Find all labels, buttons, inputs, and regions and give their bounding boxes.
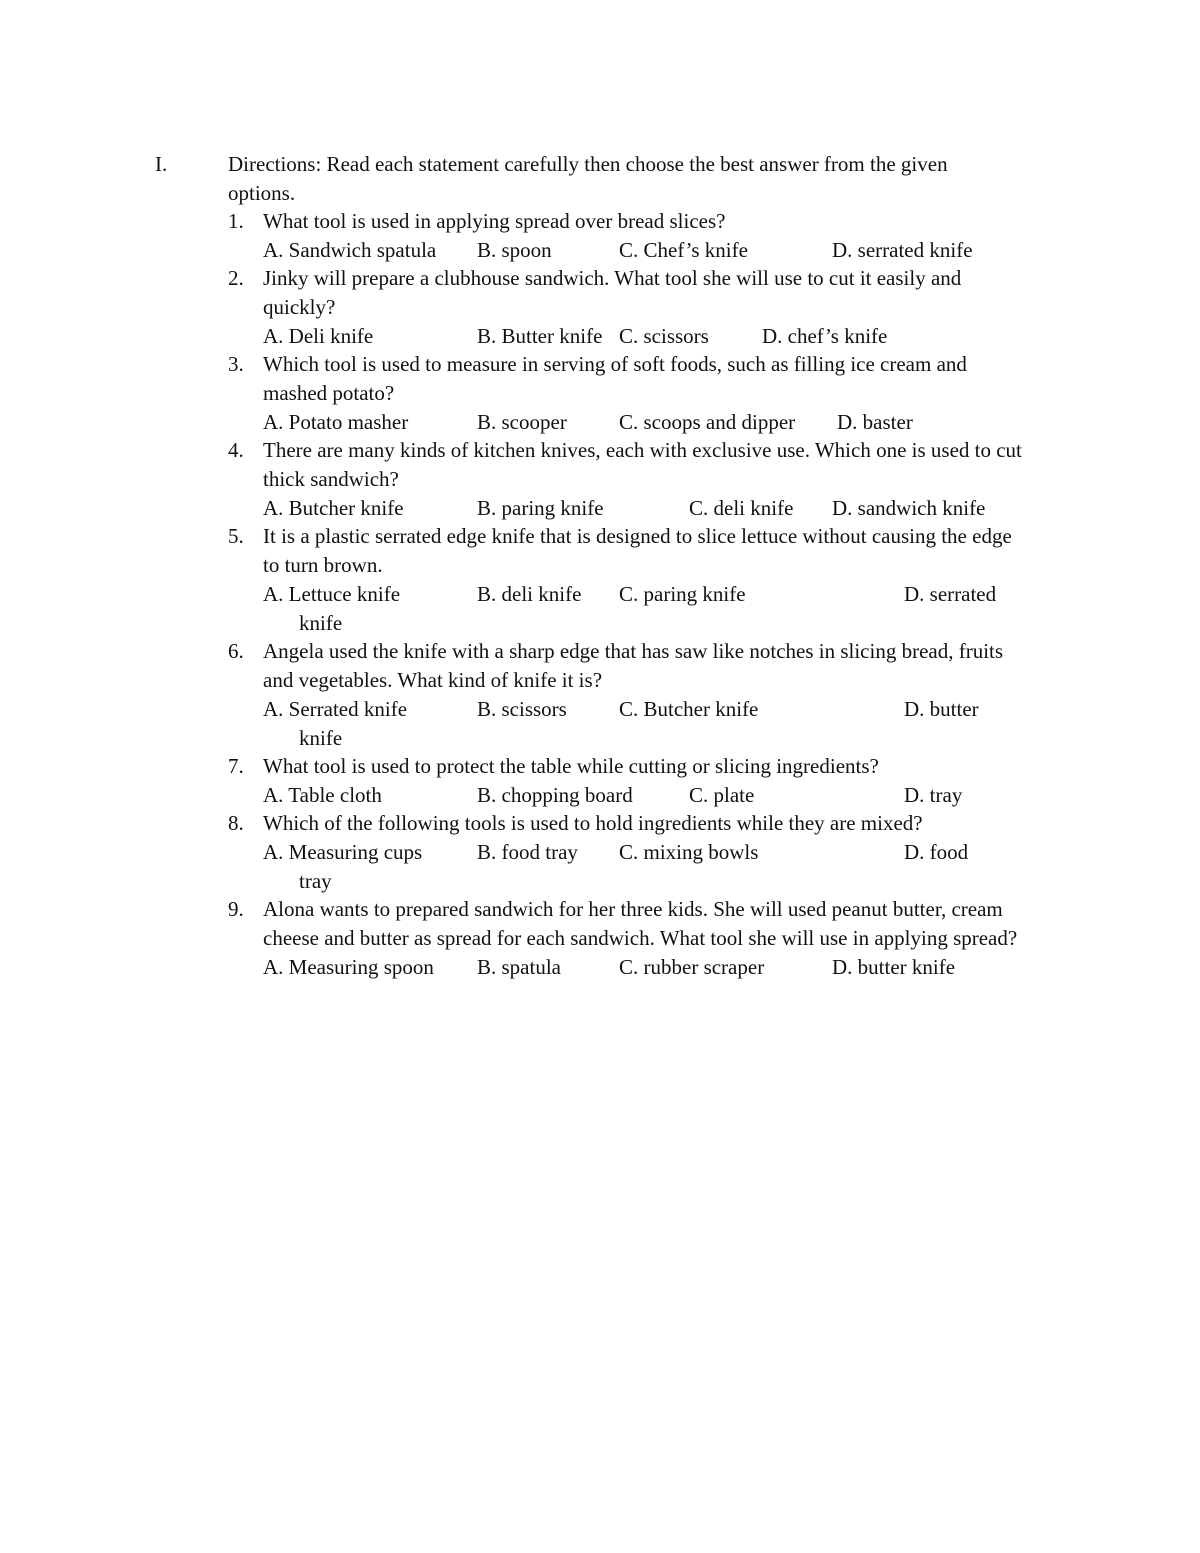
options-row bbox=[263, 580, 1028, 637]
option-c: C. paring knife bbox=[619, 582, 746, 606]
option-d-continuation: knife bbox=[299, 611, 343, 635]
question-4 bbox=[228, 436, 1028, 522]
option-c: C. scissors bbox=[619, 324, 709, 348]
question-list bbox=[228, 207, 1028, 981]
section-numeral: I. bbox=[155, 152, 168, 176]
question-number: 2. bbox=[228, 266, 244, 290]
option-d: D. chef’s knife bbox=[762, 324, 888, 348]
options-row bbox=[263, 695, 1028, 752]
question-stem: Angela used the knife with a sharp edge that has saw like notches in slicing bread, fruits and vegetables. What kind of knife it is? bbox=[263, 639, 1004, 692]
question-number: 9. bbox=[228, 897, 244, 921]
option-c: C. rubber scraper bbox=[619, 955, 765, 979]
question-stem: Jinky will prepare a clubhouse sandwich. What tool she will use to cut it easily and quickly? bbox=[263, 266, 962, 319]
option-d: D. butter bbox=[904, 697, 979, 721]
options-row bbox=[263, 322, 1028, 350]
option-c: C. plate bbox=[689, 783, 755, 807]
options-row bbox=[263, 408, 1028, 436]
option-a: A. Serrated knife bbox=[263, 697, 408, 721]
question-stem: What tool is used to protect the table while cutting or slicing ingredients? bbox=[263, 754, 879, 778]
option-b: B. spatula bbox=[477, 955, 561, 979]
option-d: D. butter knife bbox=[832, 955, 956, 979]
option-b: B. scissors bbox=[477, 697, 567, 721]
option-b: B. scooper bbox=[477, 410, 567, 434]
option-c: C. deli knife bbox=[689, 496, 794, 520]
question-stem: What tool is used in applying spread over bread slices? bbox=[263, 209, 726, 233]
option-d: D. sandwich knife bbox=[832, 496, 986, 520]
option-d: D. serrated bbox=[904, 582, 997, 606]
option-b: B. food tray bbox=[477, 840, 578, 864]
option-d-continuation: knife bbox=[299, 726, 343, 750]
option-c: C. Chef’s knife bbox=[619, 238, 748, 262]
question-number: 3. bbox=[228, 352, 244, 376]
question-number: 5. bbox=[228, 524, 244, 548]
option-d: D. baster bbox=[837, 410, 913, 434]
question-9 bbox=[228, 895, 1028, 981]
options-row bbox=[263, 838, 1028, 895]
options-row bbox=[263, 781, 1028, 809]
option-a: A. Measuring spoon bbox=[263, 955, 434, 979]
option-a: A. Sandwich spatula bbox=[263, 238, 437, 262]
options-row bbox=[263, 953, 1028, 981]
question-5 bbox=[228, 522, 1028, 637]
question-8 bbox=[228, 809, 1028, 895]
question-3 bbox=[228, 350, 1028, 436]
option-b: B. paring knife bbox=[477, 496, 604, 520]
question-number: 6. bbox=[228, 639, 244, 663]
option-c: C. mixing bowls bbox=[619, 840, 759, 864]
options-row bbox=[263, 236, 1028, 264]
question-2 bbox=[228, 264, 1028, 350]
option-c: C. Butcher knife bbox=[619, 697, 759, 721]
option-d-continuation: tray bbox=[299, 869, 332, 893]
option-a: A. Butcher knife bbox=[263, 496, 404, 520]
directions-text: Directions: Read each statement carefully then choose the best answer from the given options. bbox=[228, 152, 948, 205]
question-number: 8. bbox=[228, 811, 244, 835]
option-c: C. scoops and dipper bbox=[619, 410, 796, 434]
question-6 bbox=[228, 637, 1028, 752]
question-stem: It is a plastic serrated edge knife that is designed to slice lettuce without causing the edge to turn brown. bbox=[263, 524, 1012, 577]
question-stem: Alona wants to prepared sandwich for her three kids. She will used peanut butter, cream cheese and butter as spread for each sandwich. What tool she will use in applying spread? bbox=[263, 897, 1018, 950]
option-a: A. Lettuce knife bbox=[263, 582, 401, 606]
option-d: D. food bbox=[904, 840, 969, 864]
question-stem: Which tool is used to measure in serving of soft foods, such as filling ice cream and mashed potato? bbox=[263, 352, 967, 405]
option-b: B. spoon bbox=[477, 238, 552, 262]
question-1 bbox=[228, 207, 1028, 264]
question-number: 4. bbox=[228, 438, 244, 462]
question-stem: Which of the following tools is used to hold ingredients while they are mixed? bbox=[263, 811, 923, 835]
question-7 bbox=[228, 752, 1028, 809]
question-number: 1. bbox=[228, 209, 244, 233]
option-b: B. Butter knife bbox=[477, 324, 603, 348]
option-b: B. chopping board bbox=[477, 783, 633, 807]
option-d: D. tray bbox=[904, 783, 963, 807]
options-row bbox=[263, 494, 1028, 522]
option-a: A. Deli knife bbox=[263, 324, 374, 348]
question-number: 7. bbox=[228, 754, 244, 778]
option-a: A. Potato masher bbox=[263, 410, 409, 434]
question-stem: There are many kinds of kitchen knives, each with exclusive use. Which one is used to cut thick sandwich? bbox=[263, 438, 1022, 491]
option-d: D. serrated knife bbox=[832, 238, 973, 262]
option-b: B. deli knife bbox=[477, 582, 582, 606]
option-a: A. Measuring cups bbox=[263, 840, 423, 864]
option-a: A. Table cloth bbox=[263, 783, 382, 807]
